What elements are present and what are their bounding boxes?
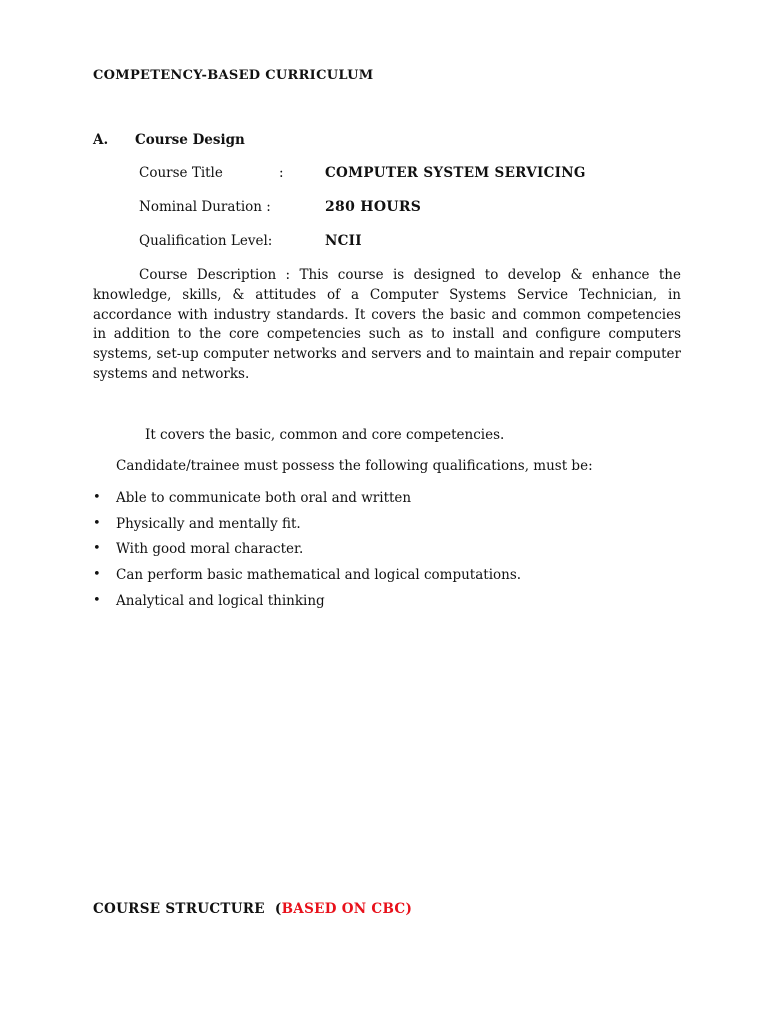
field-label-course-title: Course Title [139,165,223,181]
course-description: Course Description : This course is designed to develop & enhance the knowledge, skills, & attitudes of a Computer Systems Service Technician, in accordance with industry standards. It covers the basic and common competencies in addition to the core competencies such as to install and configure computers systems, set-up computer networks and servers and to maintain and repair computer systems and networks. [93,267,681,382]
bullet-icon: • [93,592,101,608]
bullet-icon: • [93,567,101,583]
qualifications-list [93,490,521,618]
section-letter: A. [93,132,109,148]
course-structure-open-paren: ( [274,901,282,917]
course-structure-label: COURSE STRUCTURE [93,901,265,917]
covers-text: It covers the basic, common and core competencies. [145,427,505,443]
course-structure-highlight: BASED ON CBC) [281,901,413,917]
bullet-icon: • [93,515,101,531]
list-item [93,593,521,619]
field-colon-course-title: : [279,165,284,181]
field-value-course-title: COMPUTER SYSTEM SERVICING [325,165,586,181]
field-label-qualification-level: Qualification Level: [139,233,273,249]
field-label-nominal-duration: Nominal Duration : [139,199,271,215]
list-item-text: Can perform basic mathematical and logical computations. [116,567,522,584]
bullet-icon: • [93,541,101,557]
list-item-text: With good moral character. [116,541,304,558]
list-item-text: Analytical and logical thinking [116,592,325,609]
qualifications-intro: Candidate/trainee must possess the following qualifications, must be: [116,458,593,474]
bullet-icon: • [93,490,101,505]
section-title: Course Design [135,132,245,148]
list-item [93,490,521,516]
list-item [93,541,521,567]
list-item-text: Physically and mentally fit. [116,515,301,532]
field-value-qualification-level: NCII [325,233,362,249]
list-item [93,567,521,593]
list-item [93,516,521,542]
document-heading: COMPETENCY-BASED CURRICULUM [93,68,374,83]
list-item-text: Able to communicate both oral and written [116,490,412,506]
course-structure-heading [93,901,412,917]
field-value-nominal-duration: 280 HOURS [325,199,422,215]
